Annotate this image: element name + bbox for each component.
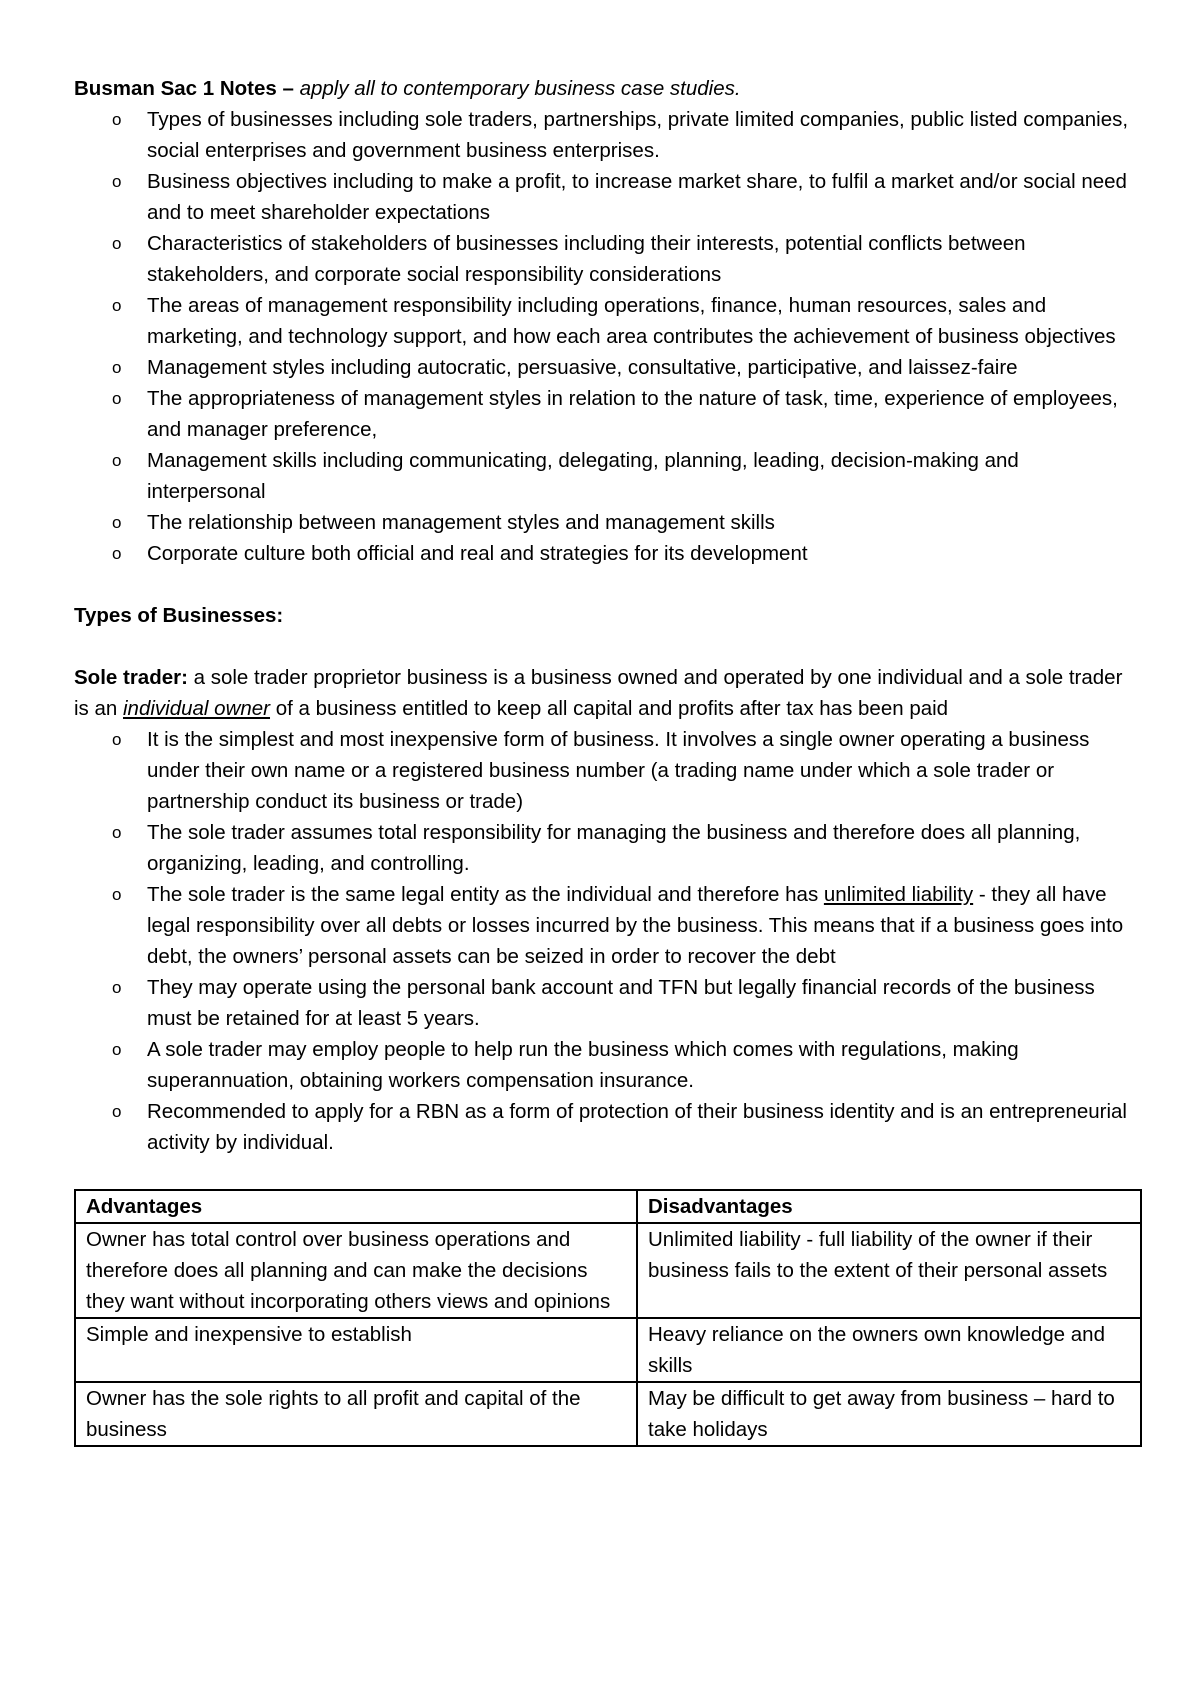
- syllabus-item: o Corporate culture both official and real and strategies for its development: [74, 538, 1140, 569]
- document-title: [74, 73, 1140, 104]
- advantages-header: Advantages: [75, 1190, 637, 1223]
- syllabus-item: o Business objectives including to make a profit, to increase market share, to fulfil a market and/or social need and to meet shareholder expectations: [74, 166, 1140, 228]
- syllabus-item: o Types of businesses including sole traders, partnerships, private limited companies, public listed companies, social enterprises and government business enterprises.: [74, 104, 1140, 166]
- table-row: [75, 1223, 1141, 1318]
- bullet-circle-icon: o: [112, 234, 122, 253]
- bullet-circle-icon: o: [112, 358, 122, 377]
- syllabus-list: [74, 104, 1140, 569]
- unlimited-liability-term: unlimited liability: [823, 883, 974, 906]
- title-italic: apply all to contemporary business case studies.: [293, 77, 741, 100]
- syllabus-item: o Management skills including communicating, delegating, planning, leading, decision-making and interpersonal: [74, 445, 1140, 507]
- advantages-disadvantages-table: [74, 1189, 1142, 1447]
- document-page: [74, 73, 1140, 1447]
- sole-trader-intro: Sole trader: a sole trader proprietor business is a business owned and operated by one individual and a sole trader is an individual owner of a business entitled to keep all capital and profits after tax has been paid: [74, 666, 1123, 720]
- disadvantages-header: Disadvantages: [637, 1190, 1141, 1223]
- syllabus-item: o Management styles including autocratic, persuasive, consultative, participative, and laissez-faire: [74, 352, 1140, 383]
- bullet-circle-icon: o: [112, 1102, 122, 1121]
- table-row: [75, 1318, 1141, 1382]
- disadvantage-cell: May be difficult to get away from business – hard to take holidays: [637, 1382, 1141, 1446]
- section-heading-types: Types of Businesses:: [74, 604, 284, 627]
- syllabus-item: o The appropriateness of management styles in relation to the nature of task, time, experience of employees, and manager preference,: [74, 383, 1140, 445]
- advantage-cell: Owner has the sole rights to all profit and capital of the business: [75, 1382, 637, 1446]
- bullet-circle-icon: o: [112, 885, 122, 904]
- syllabus-item: o The areas of management responsibility including operations, finance, human resources, sales and marketing, and technology support, and how each area contributes the achievement of business objectives: [74, 290, 1140, 352]
- bullet-circle-icon: o: [112, 451, 122, 470]
- syllabus-item: o Characteristics of stakeholders of businesses including their interests, potential conflicts between stakeholders, and corporate social responsibility considerations: [74, 228, 1140, 290]
- bullet-circle-icon: o: [112, 978, 122, 997]
- disadvantage-cell: Unlimited liability - full liability of the owner if their business fails to the extent of their personal assets: [637, 1223, 1141, 1318]
- bullet-circle-icon: o: [112, 110, 122, 129]
- syllabus-item: o The relationship between management styles and management skills: [74, 507, 1140, 538]
- bullet-circle-icon: o: [112, 544, 122, 563]
- disadvantage-cell: Heavy reliance on the owners own knowledge and skills: [637, 1318, 1141, 1382]
- sole-trader-point: o A sole trader may employ people to help run the business which comes with regulations, making superannuation, obtaining workers compensation insurance.: [74, 1034, 1140, 1096]
- advantage-cell: Owner has total control over business operations and therefore does all planning and can make the decisions they want without incorporating others views and opinions: [75, 1223, 637, 1318]
- bullet-circle-icon: o: [112, 823, 122, 842]
- title-bold: Busman Sac 1 Notes –: [74, 77, 294, 100]
- individual-owner-emphasis: individual owner: [123, 697, 271, 720]
- sole-trader-point: o The sole trader assumes total responsibility for managing the business and therefore does all planning, organizing, leading, and controlling.: [74, 817, 1140, 879]
- bullet-circle-icon: o: [112, 389, 122, 408]
- bullet-circle-icon: o: [112, 513, 122, 532]
- bullet-circle-icon: o: [112, 1040, 122, 1059]
- sole-trader-point: o The sole trader is the same legal entity as the individual and therefore has unlimited liability - they all have legal responsibility over all debts or losses incurred by the business. This means that if a business goes into debt, the owners’ personal assets can be seized in order to recover the debt: [74, 879, 1140, 972]
- bullet-circle-icon: o: [112, 172, 122, 191]
- sole-trader-label: Sole trader:: [74, 666, 188, 689]
- advantage-cell: Simple and inexpensive to establish: [75, 1318, 637, 1382]
- bullet-circle-icon: o: [112, 296, 122, 315]
- sole-trader-point: o Recommended to apply for a RBN as a form of protection of their business identity and is an entrepreneurial activity by individual.: [74, 1096, 1140, 1158]
- bullet-circle-icon: o: [112, 730, 122, 749]
- table-row: [75, 1382, 1141, 1446]
- sole-trader-point: o They may operate using the personal bank account and TFN but legally financial records of the business must be retained for at least 5 years.: [74, 972, 1140, 1034]
- sole-trader-point: o It is the simplest and most inexpensive form of business. It involves a single owner operating a business under their own name or a registered business number (a trading name under which a sole trader or partnership conduct its business or trade): [74, 724, 1140, 817]
- table-header-row: [75, 1190, 1141, 1223]
- sole-trader-points: [74, 724, 1140, 1158]
